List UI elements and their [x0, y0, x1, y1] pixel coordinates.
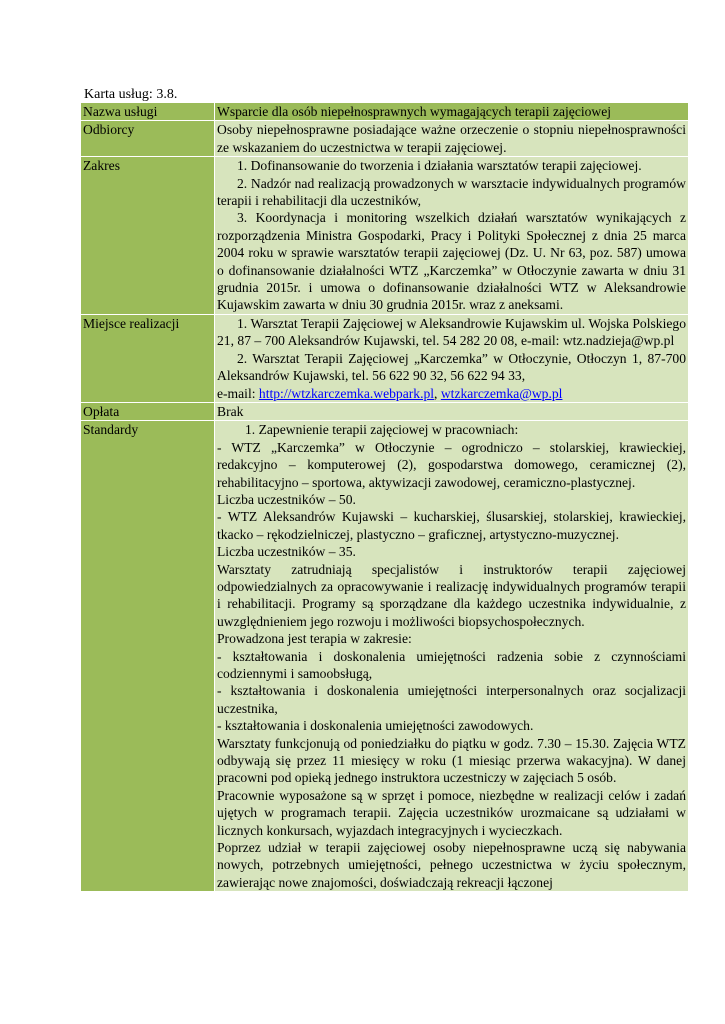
scope-item: 3. Koordynacja i monitoring wszelkich działań warsztatów wynikających z rozporządzenia Ministra Gospodarki, Pracy i Polityki Społecznej z dnia 25 marca 2004 roku w sprawie warsztatów terapii zajęciowej (Dz. U. Nr 63, poz. 587) umowa o dofinansowanie działalności WTZ „Karczemka” w Otłoczynie zawarta w dniu 31 grudnia 2015r. i umowa o dofinansowanie działalności WTZ w Aleksandrowie Kujawskim zawarta w dniu 30 grudnia 2015r. wraz z aneksami. [217, 210, 686, 313]
scope-item: 2. Nadzór nad realizacją prowadzonych w warsztacie indywidualnych programów terapii i rehabilitacji dla uczestników, [217, 175, 686, 209]
standards-line: - WTZ Aleksandrów Kujawski – kucharskiej, ślusarskiej, stolarskiej, krawieckiej, tkacko – rękodzielniczej, plastyczno – graficznej, artystyczno-muzycznej. [217, 509, 686, 542]
row-recipients [81, 121, 689, 157]
row-service-name [81, 103, 689, 121]
location-item: 2. Warsztat Terapii Zajęciowej „Karczemka” w Otłoczynie, Otłoczyn 1, 87-700 Aleksandrów Kujawski, tel. 56 622 90 32, 56 622 94 33, [217, 350, 686, 384]
standards-line: Pracownie wyposażone są w sprzęt i pomoce, niezbędne w realizacji celów i zadań ujętych w programach terapii. Zajęcia uczestników urozmaicane są udziałami w licznych konkursach, wyjazdach integracyjnych i wycieczkach. [217, 787, 686, 838]
standards-line: - kształtowania i doskonalenia umiejętności radzenia sobie z czynnościami codziennymi i samoobsługą, [217, 648, 686, 681]
service-card-table [80, 102, 689, 892]
standards-line: - WTZ „Karczemka” w Otłoczynie – ogrodniczo – stolarskiej, krawieckiej, redakcyjno – komputerowej (2), gospodarstwa domowego, ceramicznej (2), rehabilitacyjno – sportowa, aktywizacji zawodowej, ceramiczno-plastycznej. [217, 439, 686, 490]
scope-item: 1. Dofinansowanie do tworzenia i działania warsztatów terapii zajęciowej. [237, 158, 642, 174]
location-item: 1. Warsztat Terapii Zajęciowej w Aleksandrowie Kujawskim ul. Wojska Polskiego 21, 87 – 700 Aleksandrów Kujawski, tel. 54 282 20 08, e-mail: wtz.nadzieja@wp.pl [217, 315, 686, 349]
row-fee [81, 402, 689, 420]
label-service-name: Nazwa usługi [81, 103, 215, 121]
row-location [81, 314, 689, 402]
recipients-text: Osoby niepełnosprawne posiadające ważne orzeczenie o stopniu niepełnosprawności ze wskazaniem do uczestnictwa w terapii zajęciowej. [217, 122, 686, 155]
value-recipients [215, 121, 689, 157]
standards-line: 1. Zapewnienie terapii zajęciowej w pracowniach: [245, 422, 519, 438]
value-fee: Brak [215, 402, 689, 420]
label-standards: Standardy [81, 421, 215, 892]
standards-line: Liczba uczestników – 50. [217, 491, 356, 507]
row-standards [81, 421, 689, 892]
standards-line: Warsztaty zatrudniają specjalistów i instruktorów terapii zajęciowej odpowiedzialnych za opracowywanie i realizację indywidualnych programów terapii i rehabilitacji. Programy są sporządzane dla każdego uczestnika indywidualnie, z uwzględnieniem jego rozwoju i możliwości biopsychospołecznych. [217, 561, 686, 629]
label-fee: Opłata [81, 402, 215, 420]
standards-line: - kształtowania i doskonalenia umiejętności zawodowych. [217, 718, 534, 734]
value-scope [215, 157, 689, 315]
label-scope: Zakres [81, 157, 215, 315]
standards-line: Poprzez udział w terapii zajęciowej osoby niepełnosprawne uczą się nabywania nowych, potrzebnych umiejętności, pełnego uczestnictwa w życiu społecznym, zawierając nowe znajomości, doświadczają rekreacji łączonej [217, 840, 686, 890]
value-standards [215, 421, 689, 892]
location-email-line [217, 385, 686, 402]
label-recipients: Odbiorcy [81, 121, 215, 157]
email-prefix: e-mail: [217, 385, 259, 401]
email-link[interactable]: wtzkarczemka@wp.pl [440, 385, 563, 401]
standards-line: Prowadzona jest terapia w zakresie: [217, 631, 412, 647]
standards-line: - kształtowania i doskonalenia umiejętności interpersonalnych oraz socjalizacji uczestnika, [217, 683, 686, 716]
website-link[interactable]: http://wtzkarczemka.webpark.pl [258, 385, 435, 401]
link-separator: , [434, 385, 441, 401]
value-location [215, 314, 689, 402]
standards-line: Liczba uczestników – 35. [217, 544, 356, 560]
label-location: Miejsce realizacji [81, 314, 215, 402]
card-caption: Karta usług: 3.8. [84, 87, 178, 102]
value-service-name: Wsparcie dla osób niepełnosprawnych wymagających terapii zajęciowej [215, 103, 689, 121]
standards-line: Warsztaty funkcjonują od poniedziałku do piątku w godz. 7.30 – 15.30. Zajęcia WTZ odbywają się przez 11 miesięcy w roku (1 miesiąc przerwa wakacyjna). W danej pracowni pod opieką jednego instruktora uczestniczy w zajęciach 5 osób. [217, 735, 686, 786]
row-scope [81, 157, 689, 315]
